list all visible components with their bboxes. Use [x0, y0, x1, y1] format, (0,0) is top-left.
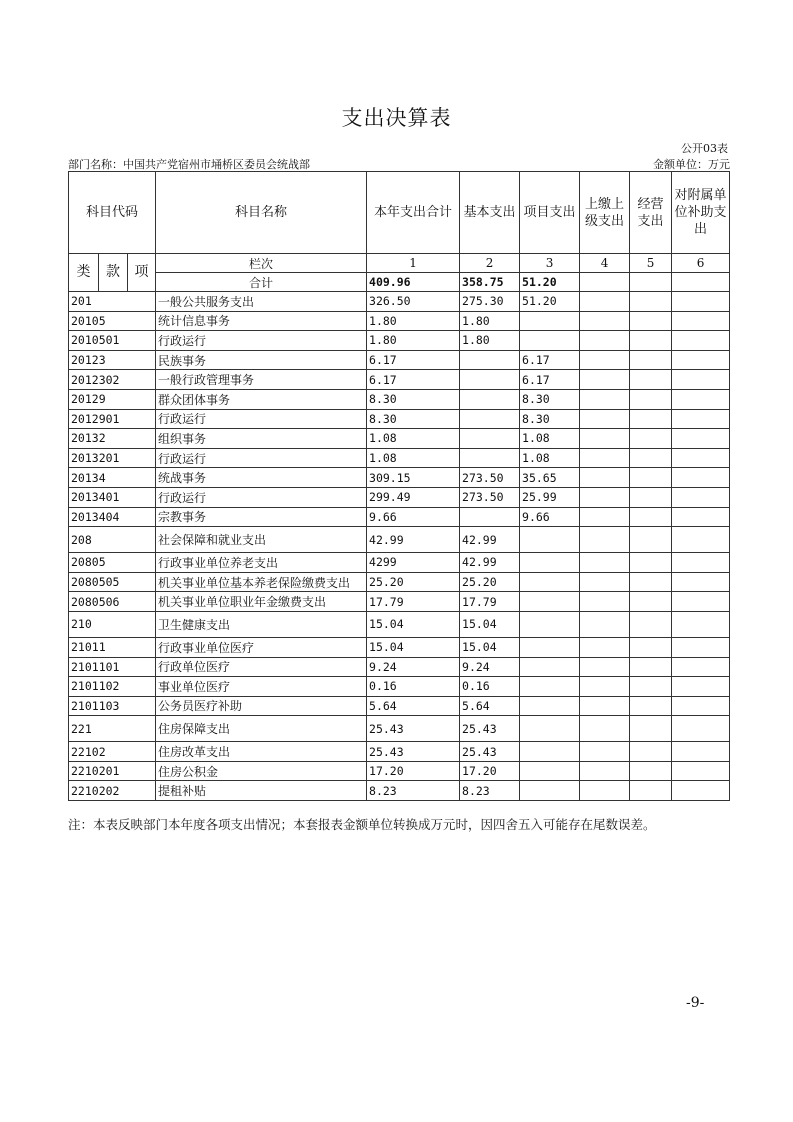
row-col3: 35.65: [520, 468, 580, 488]
table-row: [69, 657, 730, 677]
row-col5: [630, 761, 672, 781]
row-col5: [630, 448, 672, 468]
row-code: 2013401: [69, 487, 156, 507]
row-col4: [580, 350, 630, 370]
row-name: 一般公共服务支出: [156, 292, 367, 312]
header-col3: 项目支出: [520, 172, 580, 254]
row-code: 2210202: [69, 781, 156, 801]
row-code: 20805: [69, 553, 156, 573]
row-code: 2210201: [69, 761, 156, 781]
row-code: 20129: [69, 389, 156, 409]
row-col3: [520, 696, 580, 716]
row-col5: [630, 716, 672, 742]
row-col1: 8.30: [367, 409, 460, 429]
row-col3: [520, 677, 580, 697]
table-row: [69, 637, 730, 657]
row-col4: [580, 553, 630, 573]
row-col5: [630, 677, 672, 697]
table-row: [69, 370, 730, 390]
row-col5: [630, 468, 672, 488]
table-row: [69, 292, 730, 312]
table-row: [69, 716, 730, 742]
row-col2: 5.64: [460, 696, 520, 716]
row-name: 行政运行: [156, 409, 367, 429]
row-col2: 42.99: [460, 553, 520, 573]
row-col4: [580, 637, 630, 657]
row-col3: [520, 572, 580, 592]
row-col5: [630, 409, 672, 429]
row-col4: [580, 292, 630, 312]
row-col5: [630, 637, 672, 657]
row-code: 210: [69, 611, 156, 637]
page-number: -9-: [686, 995, 705, 1011]
row-col1: 8.23: [367, 781, 460, 801]
expenditure-table: [68, 171, 730, 801]
row-col1: 4299: [367, 553, 460, 573]
row-name: 卫生健康支出: [156, 611, 367, 637]
row-col4: [580, 448, 630, 468]
row-col2: 17.79: [460, 592, 520, 612]
table-row: [69, 553, 730, 573]
row-col1: 309.15: [367, 468, 460, 488]
row-col4: [580, 742, 630, 762]
table-row: [69, 311, 730, 331]
row-col4: [580, 389, 630, 409]
table-row: [69, 448, 730, 468]
row-col3: 6.17: [520, 350, 580, 370]
row-col2: [460, 429, 520, 449]
row-col1: 326.50: [367, 292, 460, 312]
row-col3: [520, 331, 580, 351]
footnote: 注：本表反映部门本年度各项支出情况；本套报表金额单位转换成万元时，因四舍五入可能存在尾数误差。: [68, 817, 656, 832]
row-col2: 9.24: [460, 657, 520, 677]
total-col4: [580, 273, 630, 292]
row-col2: 25.20: [460, 572, 520, 592]
row-col6: [672, 592, 730, 612]
row-col6: [672, 781, 730, 801]
row-col4: [580, 657, 630, 677]
row-col3: 25.99: [520, 487, 580, 507]
row-code: 2012901: [69, 409, 156, 429]
row-col3: [520, 611, 580, 637]
row-col5: [630, 350, 672, 370]
row-col1: 25.43: [367, 716, 460, 742]
row-col4: [580, 592, 630, 612]
col-number-5: 5: [630, 254, 672, 273]
header-row: [69, 172, 730, 254]
row-col2: 273.50: [460, 468, 520, 488]
table-row: [69, 572, 730, 592]
table-row: [69, 592, 730, 612]
table-row: [69, 527, 730, 553]
lanci-label: 栏次: [156, 254, 367, 273]
col-number-2: 2: [460, 254, 520, 273]
table-row: [69, 507, 730, 527]
row-col4: [580, 409, 630, 429]
row-col3: 8.30: [520, 409, 580, 429]
row-col5: [630, 331, 672, 351]
row-col5: [630, 507, 672, 527]
table-row: [69, 468, 730, 488]
row-col3: [520, 657, 580, 677]
header-col6: 对附属单位补助支出: [672, 172, 730, 254]
row-col1: 17.79: [367, 592, 460, 612]
row-col3: 8.30: [520, 389, 580, 409]
row-code: 2012302: [69, 370, 156, 390]
row-col6: [672, 311, 730, 331]
col-number-3: 3: [520, 254, 580, 273]
row-col2: 25.43: [460, 716, 520, 742]
total-col6: [672, 273, 730, 292]
row-col1: 8.30: [367, 389, 460, 409]
row-col4: [580, 487, 630, 507]
row-col6: [672, 657, 730, 677]
row-col6: [672, 527, 730, 553]
row-col4: [580, 429, 630, 449]
row-name: 一般行政管理事务: [156, 370, 367, 390]
row-name: 行政运行: [156, 331, 367, 351]
row-col1: 9.24: [367, 657, 460, 677]
row-col3: [520, 716, 580, 742]
row-col6: [672, 370, 730, 390]
table-row: [69, 409, 730, 429]
row-name: 民族事务: [156, 350, 367, 370]
total-col1: 409.96: [367, 273, 460, 292]
row-code: 20123: [69, 350, 156, 370]
row-col1: 25.43: [367, 742, 460, 762]
row-col3: 51.20: [520, 292, 580, 312]
row-col6: [672, 677, 730, 697]
row-col5: [630, 292, 672, 312]
table-row: [69, 742, 730, 762]
row-code: 201: [69, 292, 156, 312]
row-col2: [460, 409, 520, 429]
row-col6: [672, 761, 730, 781]
row-col2: 42.99: [460, 527, 520, 553]
row-col6: [672, 448, 730, 468]
row-col2: 0.16: [460, 677, 520, 697]
row-name: 行政单位医疗: [156, 657, 367, 677]
row-name: 行政事业单位养老支出: [156, 553, 367, 573]
row-col2: 275.30: [460, 292, 520, 312]
row-code: 2080506: [69, 592, 156, 612]
row-name: 提租补贴: [156, 781, 367, 801]
row-col5: [630, 370, 672, 390]
col-number-6: 6: [672, 254, 730, 273]
row-col4: [580, 716, 630, 742]
row-col2: [460, 350, 520, 370]
table-row: [69, 429, 730, 449]
department-name: 部门名称：中国共产党宿州市埇桥区委员会统战部: [68, 158, 310, 171]
row-name: 住房保障支出: [156, 716, 367, 742]
row-col4: [580, 527, 630, 553]
row-col5: [630, 487, 672, 507]
row-col3: 1.08: [520, 429, 580, 449]
row-col6: [672, 742, 730, 762]
row-code: 2080505: [69, 572, 156, 592]
row-code: 208: [69, 527, 156, 553]
row-col4: [580, 781, 630, 801]
row-col6: [672, 429, 730, 449]
row-col3: [520, 592, 580, 612]
total-row: [69, 273, 730, 292]
row-col4: [580, 370, 630, 390]
row-col4: [580, 331, 630, 351]
row-col2: 1.80: [460, 331, 520, 351]
row-col3: [520, 761, 580, 781]
row-code: 22102: [69, 742, 156, 762]
row-col6: [672, 350, 730, 370]
row-col1: 1.08: [367, 448, 460, 468]
row-col3: [520, 553, 580, 573]
row-col2: [460, 389, 520, 409]
table-row: [69, 781, 730, 801]
row-col1: 1.08: [367, 429, 460, 449]
row-col1: 42.99: [367, 527, 460, 553]
row-name: 公务员医疗补助: [156, 696, 367, 716]
row-col4: [580, 311, 630, 331]
row-col3: [520, 637, 580, 657]
total-col3: 51.20: [520, 273, 580, 292]
total-col5: [630, 273, 672, 292]
row-col4: [580, 572, 630, 592]
row-name: 统计信息事务: [156, 311, 367, 331]
row-col3: [520, 527, 580, 553]
row-col3: 9.66: [520, 507, 580, 527]
row-name: 组织事务: [156, 429, 367, 449]
row-col2: 1.80: [460, 311, 520, 331]
row-col5: [630, 696, 672, 716]
table-row: [69, 696, 730, 716]
row-col5: [630, 389, 672, 409]
row-col6: [672, 389, 730, 409]
row-col6: [672, 696, 730, 716]
row-code: 20134: [69, 468, 156, 488]
row-col3: 1.08: [520, 448, 580, 468]
row-col5: [630, 611, 672, 637]
total-col2: 358.75: [460, 273, 520, 292]
row-col4: [580, 696, 630, 716]
row-col1: 1.80: [367, 311, 460, 331]
header-code: 科目代码: [69, 172, 156, 254]
row-col1: 0.16: [367, 677, 460, 697]
row-col6: [672, 611, 730, 637]
row-col5: [630, 742, 672, 762]
form-number: 公开03表: [681, 142, 728, 155]
row-col6: [672, 331, 730, 351]
row-code: 2101102: [69, 677, 156, 697]
row-col4: [580, 761, 630, 781]
row-col1: 15.04: [367, 637, 460, 657]
row-code: 2010501: [69, 331, 156, 351]
row-col1: 5.64: [367, 696, 460, 716]
row-col2: 273.50: [460, 487, 520, 507]
row-code: 2013201: [69, 448, 156, 468]
row-col1: 299.49: [367, 487, 460, 507]
row-col1: 25.20: [367, 572, 460, 592]
row-name: 住房改革支出: [156, 742, 367, 762]
col-number-4: 4: [580, 254, 630, 273]
row-code: 2101101: [69, 657, 156, 677]
table-row: [69, 350, 730, 370]
row-col2: 15.04: [460, 637, 520, 657]
row-col5: [630, 311, 672, 331]
row-col5: [630, 592, 672, 612]
total-label: 合计: [156, 273, 367, 292]
row-col1: 6.17: [367, 370, 460, 390]
row-name: 群众团体事务: [156, 389, 367, 409]
header-col5: 经营支出: [630, 172, 672, 254]
column-number-row: [69, 254, 730, 273]
row-col6: [672, 507, 730, 527]
row-col5: [630, 553, 672, 573]
row-col4: [580, 507, 630, 527]
row-col5: [630, 572, 672, 592]
col-number-1: 1: [367, 254, 460, 273]
header-kuan: 款: [99, 254, 128, 292]
row-name: 机关事业单位职业年金缴费支出: [156, 592, 367, 612]
row-name: 统战事务: [156, 468, 367, 488]
row-col3: [520, 781, 580, 801]
row-code: 2101103: [69, 696, 156, 716]
header-col4: 上缴上级支出: [580, 172, 630, 254]
row-col2: [460, 507, 520, 527]
header-col1: 本年支出合计: [367, 172, 460, 254]
row-code: 2013404: [69, 507, 156, 527]
row-code: 20132: [69, 429, 156, 449]
row-col6: [672, 292, 730, 312]
row-name: 机关事业单位基本养老保险缴费支出: [156, 572, 367, 592]
row-name: 社会保障和就业支出: [156, 527, 367, 553]
row-col6: [672, 572, 730, 592]
row-col1: 9.66: [367, 507, 460, 527]
row-col5: [630, 527, 672, 553]
table-row: [69, 761, 730, 781]
row-col2: 15.04: [460, 611, 520, 637]
page-title: 支出决算表: [341, 106, 452, 130]
row-col2: 25.43: [460, 742, 520, 762]
row-name: 事业单位医疗: [156, 677, 367, 697]
row-col1: 1.80: [367, 331, 460, 351]
row-col2: [460, 370, 520, 390]
header-lei: 类: [69, 254, 99, 292]
row-code: 21011: [69, 637, 156, 657]
row-col1: 15.04: [367, 611, 460, 637]
row-col3: [520, 742, 580, 762]
row-name: 住房公积金: [156, 761, 367, 781]
row-col6: [672, 553, 730, 573]
table-row: [69, 677, 730, 697]
row-col3: [520, 311, 580, 331]
row-col2: [460, 448, 520, 468]
header-name: 科目名称: [156, 172, 367, 254]
row-code: 221: [69, 716, 156, 742]
row-col2: 17.20: [460, 761, 520, 781]
row-col5: [630, 781, 672, 801]
row-col2: 8.23: [460, 781, 520, 801]
row-col1: 17.20: [367, 761, 460, 781]
row-col4: [580, 611, 630, 637]
row-col3: 6.17: [520, 370, 580, 390]
row-col4: [580, 677, 630, 697]
row-col5: [630, 429, 672, 449]
row-col6: [672, 716, 730, 742]
row-col6: [672, 468, 730, 488]
row-code: 20105: [69, 311, 156, 331]
row-col6: [672, 637, 730, 657]
header-col2: 基本支出: [460, 172, 520, 254]
table-row: [69, 487, 730, 507]
table-row: [69, 389, 730, 409]
row-name: 行政运行: [156, 487, 367, 507]
row-col5: [630, 657, 672, 677]
row-name: 行政事业单位医疗: [156, 637, 367, 657]
table-row: [69, 611, 730, 637]
row-name: 行政运行: [156, 448, 367, 468]
row-col6: [672, 487, 730, 507]
row-name: 宗教事务: [156, 507, 367, 527]
table-row: [69, 331, 730, 351]
header-xiang: 项: [128, 254, 156, 292]
row-col6: [672, 409, 730, 429]
row-col4: [580, 468, 630, 488]
row-col1: 6.17: [367, 350, 460, 370]
amount-unit: 金额单位：万元: [653, 158, 730, 171]
